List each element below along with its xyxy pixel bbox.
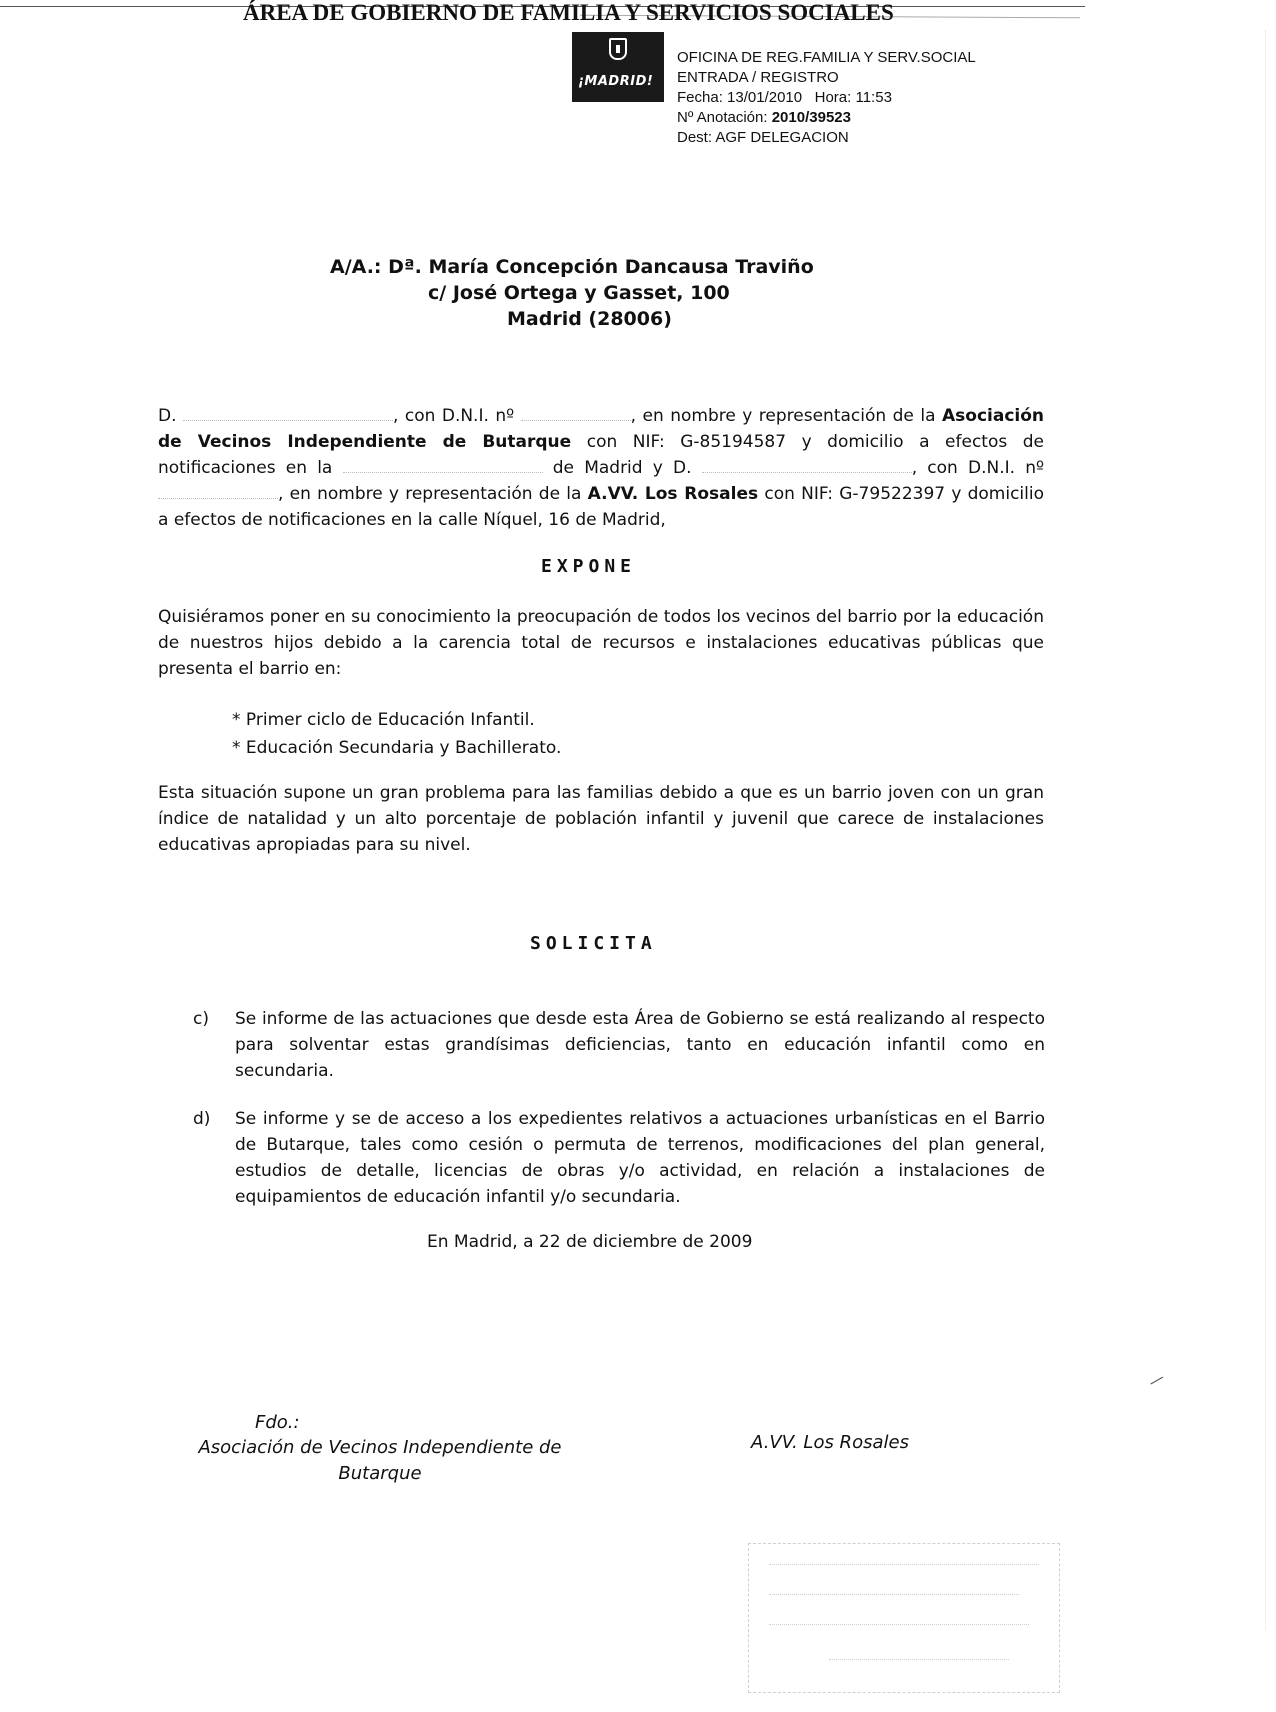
intro-text-madrid: de Madrid y D.	[542, 458, 692, 478]
city-line: Madrid (28006)	[507, 308, 672, 330]
request-text: Se informe de las actuaciones que desde esta Área de Gobierno se está realizando al respecto para solventar estas grandísimas deficiencias, tanto en educación infantil como en secundaria.	[235, 1009, 1045, 1081]
request-item-c	[193, 1006, 1045, 1084]
redacted-dni-1	[521, 408, 631, 421]
intro-text-nif2: con NIF: G-79522397 y domicilio a efectos de notificaciones en la calle Níquel, 16 de Madrid,	[158, 484, 1044, 530]
intro-text-dni2: , con D.N.I. nº	[911, 458, 1045, 478]
bullet-item: * Primer ciclo de Educación Infantil.	[232, 710, 535, 730]
scan-mark	[1150, 1377, 1163, 1386]
stamp-fecha-value: 13/01/2010	[727, 89, 803, 106]
stamp-hora-label: Hora:	[814, 89, 852, 106]
scan-right-edge	[1245, 30, 1266, 1630]
signature-left-line2: Butarque	[338, 1463, 422, 1484]
intro-text-nif1: con NIF: G-85194587 y domicilio a efectos de notificaciones en la	[158, 432, 1044, 478]
signature-fdo: Fdo.:	[255, 1412, 300, 1433]
faint-stamp-line	[769, 1624, 1029, 1626]
redacted-name-1	[183, 408, 393, 421]
stamp-office: OFICINA DE REG.FAMILIA Y SERV.SOCIAL	[677, 49, 976, 66]
street-line: c/ José Ortega y Gasset, 100	[428, 282, 730, 304]
intro-text-representacion2: , en nombre y representación de la	[278, 484, 588, 504]
stamp-entry: ENTRADA / REGISTRO	[677, 69, 839, 86]
intro-paragraph	[158, 403, 1044, 533]
intro-text-dni: , con D.N.I. nº	[392, 406, 515, 426]
stamp-dest: Dest: AGF DELEGACION	[677, 129, 849, 146]
stamp-anotacion-label: Nº Anotación:	[677, 109, 768, 126]
registry-stamp	[677, 48, 976, 148]
department-heading: ÁREA DE GOBIERNO DE FAMILIA Y SERVICIOS SOCIALES	[243, 0, 894, 25]
intro-text-d: D.	[158, 406, 177, 426]
intro-text-representacion: , en nombre y representación de la	[630, 406, 936, 426]
faint-stamp-line	[769, 1594, 1019, 1596]
faint-stamp-line	[829, 1659, 1009, 1661]
stamp-annotation	[677, 108, 976, 128]
redacted-name-2	[702, 460, 912, 473]
request-letter: d)	[193, 1109, 211, 1129]
expone-bullets	[232, 706, 561, 762]
stamp-hora-value: 11:53	[855, 89, 892, 106]
signature-right: A.VV. Los Rosales	[751, 1432, 909, 1453]
request-letter: c)	[193, 1009, 209, 1029]
request-item-d	[193, 1106, 1045, 1210]
madrid-logo	[572, 32, 664, 102]
crest-icon	[609, 38, 627, 60]
signature-left-line1: Asociación de Vecinos Independiente de	[198, 1437, 562, 1458]
expone-heading: EXPONE	[541, 556, 637, 577]
solicita-heading: SOLICITA	[530, 933, 657, 954]
redacted-dni-2	[158, 486, 278, 499]
faint-stamp	[748, 1543, 1060, 1693]
madrid-logo-text: ¡MADRID!	[578, 74, 654, 89]
stamp-anotacion-value: 2010/39523	[771, 109, 851, 126]
expone-paragraph: Quisiéramos poner en su conocimiento la preocupación de todos los vecinos del barrio por la educación de nuestros hijos debido a la carencia total de recursos e instalaciones educativas públicas que presenta el barrio en:	[158, 607, 1044, 679]
faint-stamp-line	[769, 1564, 1039, 1566]
attention-line: A/A.: Dª. María Concepción Dancausa Traviño	[330, 256, 814, 278]
stamp-fecha-label: Fecha:	[677, 89, 723, 106]
bullet-item: * Educación Secundaria y Bachillerato.	[232, 738, 562, 758]
date-line: En Madrid, a 22 de diciembre de 2009	[427, 1232, 753, 1252]
association-butarque: Asociación de Vecinos Independiente de Butarque	[158, 406, 1045, 452]
signature-left	[180, 1435, 580, 1487]
redacted-address	[343, 460, 543, 473]
request-text: Se informe y se de acceso a los expedientes relativos a actuaciones urbanísticas en el Barrio de Butarque, tales como cesión o permuta de terrenos, modificaciones del plan general, estudios de detalle, licencias de obras y/o actividad, en relación a instalaciones de equipamientos de educación infantil y/o secundaria.	[235, 1109, 1045, 1207]
association-rosales: A.VV. Los Rosales	[587, 484, 759, 504]
stamp-date-time	[677, 88, 976, 108]
expone-paragraph-2: Esta situación supone un gran problema para las familias debido a que es un barrio joven con un gran índice de natalidad y un alto porcentaje de población infantil y juvenil que carece de instalaciones educativas apropiadas para su nivel.	[158, 783, 1044, 855]
